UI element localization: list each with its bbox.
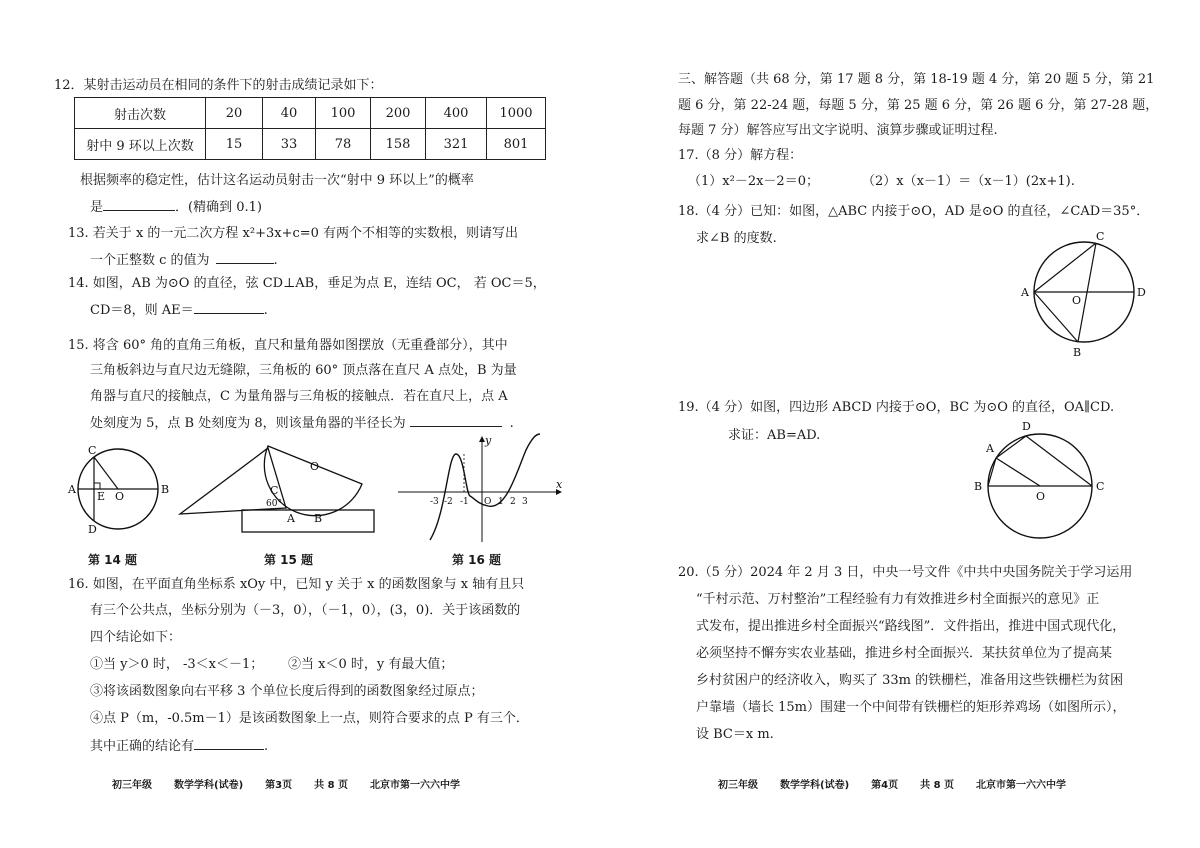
figure-14-caption: 第 14 题 xyxy=(88,553,138,567)
q16-line5: ③将该函数图象向右平移 3 个单位长度后得到的函数图象经过原点； xyxy=(90,684,484,699)
q12-score-table xyxy=(74,97,546,160)
q16-line7-b: . xyxy=(264,739,269,754)
label-c: C xyxy=(1096,480,1105,493)
label-e: E xyxy=(97,490,106,503)
label-o: O xyxy=(1036,490,1046,503)
table-cell: 158 xyxy=(371,129,426,160)
q20-line4: 必须坚持不懈夯实农业基础，推进乡村全面振兴．某扶贫单位为了提高某 xyxy=(696,646,1113,661)
q16-line3: 四个结论如下： xyxy=(90,630,182,645)
footer-grade: 初三年级 xyxy=(112,780,152,791)
right-angle-mark xyxy=(94,483,100,489)
tick-label: 1 xyxy=(498,497,504,507)
right-page xyxy=(600,0,1200,848)
segment-ac xyxy=(1034,243,1096,292)
segment-ad xyxy=(996,436,1026,458)
tick-label: -3 xyxy=(430,497,439,507)
q16-line7 xyxy=(90,737,268,756)
q15-line4 xyxy=(90,414,514,433)
segment-oc xyxy=(94,457,118,489)
label-o: O xyxy=(310,460,320,473)
footer-subject: 数学学科(试卷) xyxy=(174,780,244,791)
table-cell: 33 xyxy=(263,129,316,160)
q16-line1: 16. 如图，在平面直角坐标系 xOy 中，已知 y 关于 x 的函数图象与 x 轴有且只 xyxy=(68,577,525,592)
tick-label: 3 xyxy=(522,497,528,507)
answer-blank xyxy=(103,198,175,211)
label-d: D xyxy=(88,523,97,536)
label-c: C xyxy=(88,444,97,457)
footer-left xyxy=(112,776,482,791)
table-cell: 801 xyxy=(487,129,546,160)
q14-line2-b: . xyxy=(263,303,268,318)
q17-part1: （1）x²－2x－2＝0； xyxy=(688,174,819,189)
label-c: C xyxy=(270,484,279,497)
table-cell: 100 xyxy=(316,98,371,129)
q12-line2: 根据频率的稳定性，估计这名运动员射击一次“射中 9 环以上”的概率 xyxy=(80,173,474,188)
answer-blank xyxy=(194,737,264,750)
q14-line1: 14. 如图，AB 为⊙O 的直径，弦 CD⊥AB，垂足为点 E，连结 OC， 若 OC＝5， xyxy=(68,276,546,291)
label-x: x xyxy=(556,478,563,491)
section3-line2: 题 6 分，第 22-24 题，每题 5 分，第 25 题 6 分，第 26 题 6 分，第 27-28 题， xyxy=(678,98,1159,113)
q12-line1: 12．某射击运动员在相同的条件下的射击成绩记录如下： xyxy=(54,78,383,93)
q13-line2-a: 一个正整数 c 的值为 xyxy=(90,253,210,268)
q15-line2: 三角板斜边与直尺边无缝隙，三角板的 60° 顶点落在直尺 A 点处，B 为量 xyxy=(90,363,517,378)
figure-18-circle-diagram xyxy=(1018,230,1148,360)
label-o: O xyxy=(1072,294,1082,307)
q16-line4a: ①当 y＞0 时， -3＜x＜－1； xyxy=(90,657,264,672)
figure-16-function-graph xyxy=(396,434,566,544)
label-d: D xyxy=(1022,420,1031,433)
q12-line3-b: ．(精确到 0.1) xyxy=(175,200,262,215)
q18-line2: 求∠B 的度数. xyxy=(696,231,777,246)
q16-line7-a: 其中正确的结论有 xyxy=(90,739,195,754)
footer-school: 北京市第一六六中学 xyxy=(370,780,461,791)
table-header-cell: 射击次数 xyxy=(75,98,206,129)
answer-blank xyxy=(216,251,274,264)
label-b: B xyxy=(161,483,170,496)
tick-label: -1 xyxy=(460,497,469,507)
tick-label: 2 xyxy=(510,497,516,507)
answer-blank xyxy=(194,301,264,314)
q14-line2-a: CD＝8，则 AE＝ xyxy=(90,303,194,318)
figure-19-quadrilateral-diagram xyxy=(972,418,1112,528)
q20-line7: 设 BC＝x m. xyxy=(696,727,774,742)
table-cell: 15 xyxy=(206,129,263,160)
q15-line4-b: . xyxy=(509,416,514,431)
label-a: A xyxy=(986,442,994,455)
q13-line2 xyxy=(90,251,278,270)
table-cell: 321 xyxy=(426,129,487,160)
label-y: y xyxy=(485,434,492,447)
q13-line1: 13. 若关于 x 的一元二次方程 x²+3x+c=0 有两个不相等的实数根，则请写出 xyxy=(68,226,519,241)
table-header-cell: 射中 9 环以上次数 xyxy=(75,129,206,160)
table-cell: 40 xyxy=(263,98,316,129)
q20-line1: 20.（5 分）2024 年 2 月 3 日，中央一号文件《中共中央国务院关于学习运用 xyxy=(678,565,1133,580)
table-cell: 1000 xyxy=(487,98,546,129)
table-cell: 400 xyxy=(426,98,487,129)
q12-line3-a: 是 xyxy=(90,200,104,215)
label-o: O xyxy=(115,490,125,503)
table-row xyxy=(75,129,546,160)
section3-line3: 每题 7 分）解答应写出文字说明、演算步骤或证明过程. xyxy=(678,123,998,138)
ruler xyxy=(242,510,374,532)
q12-line3 xyxy=(90,198,262,217)
label-b: B xyxy=(974,480,983,493)
q17-part2: （2）x（x－1）＝（x－1）(2x+1). xyxy=(862,174,1075,189)
q15-line3: 角器与直尺的接触点，C 为量角器与三角板的接触点．若在直尺上，点 A xyxy=(90,389,508,404)
q17-line1: 17.（8 分）解方程： xyxy=(678,148,803,163)
function-curve xyxy=(430,434,540,540)
q20-line3: 式发布，提出推进乡村全面振兴“路线图”．文件指出，推进中国式现代化， xyxy=(696,619,1126,634)
footer-page: 第3页 xyxy=(265,780,293,791)
label-d: D xyxy=(1137,286,1146,299)
q13-line2-b: . xyxy=(273,253,278,268)
q15-line1: 15. 将含 60° 角的直角三角板，直尺和量角器如图摆放（无重叠部分），其中 xyxy=(68,338,508,353)
figure-16-caption: 第 16 题 xyxy=(452,553,502,567)
segment-oa xyxy=(996,458,1040,486)
q16-line6: ④点 P（m，-0.5m－1）是该函数图象上一点，则符合要求的点 P 有三个． xyxy=(90,711,529,726)
figure-15-caption: 第 15 题 xyxy=(264,553,314,567)
q14-line2 xyxy=(90,301,268,320)
table-cell: 78 xyxy=(316,129,371,160)
label-a: A xyxy=(287,512,295,525)
q20-line2: “千村示范、万村整治”工程经验有力有效推进乡村全面振兴的意见》正 xyxy=(696,592,1100,607)
section3-line1: 三、解答题（共 68 分，第 17 题 8 分，第 18-19 题 4 分，第 20 题 5 分，第 21 xyxy=(678,72,1155,87)
q20-line5: 乡村贫困户的经济收入，购买了 33m 的铁栅栏，准备用这些铁栅栏为贫困 xyxy=(696,673,1124,688)
footer-school: 北京市第一六六中学 xyxy=(976,780,1067,791)
label-b: B xyxy=(314,512,323,525)
footer-total: 共 8 页 xyxy=(314,780,349,791)
figure-14-circle-diagram xyxy=(66,440,186,540)
q19-line2: 求证：AB=AD. xyxy=(728,428,821,443)
label-a: A xyxy=(1021,286,1029,299)
footer-right xyxy=(718,776,1088,791)
answer-blank xyxy=(410,414,502,427)
figure-15-protractor-diagram xyxy=(178,436,378,536)
footer-page: 第4页 xyxy=(871,780,899,791)
footer-grade: 初三年级 xyxy=(718,780,758,791)
label-a: A xyxy=(68,483,76,496)
q20-line6: 户靠墙（墙长 15m）围建一个中间带有铁栅栏的矩形养鸡场（如图所示）， xyxy=(696,700,1126,715)
q15-line4-a: 处刻度为 5，点 B 处刻度为 8，则该量角器的半径长为 xyxy=(90,416,406,431)
footer-total: 共 8 页 xyxy=(920,780,955,791)
table-row xyxy=(75,98,546,129)
label-angle: 60° xyxy=(266,499,282,509)
table-cell: 200 xyxy=(371,98,426,129)
footer-subject: 数学学科(试卷) xyxy=(780,780,850,791)
q16-line4b: ②当 x＜0 时，y 有最大值； xyxy=(288,657,454,672)
label-b: B xyxy=(1073,346,1082,359)
q18-line1: 18.（4 分）已知：如图，△ABC 内接于⊙O，AD 是⊙O 的直径，∠CAD＝35°． xyxy=(678,204,1150,219)
q19-line1: 19.（4 分）如图，四边形 ABCD 内接于⊙O，BC 为⊙O 的直径，OA∥CD. xyxy=(678,400,1115,415)
tick-label: -2 xyxy=(444,497,453,507)
q16-line2: 有三个公共点，坐标分别为（－3，0），（－1，0），(3，0)．关于该函数的 xyxy=(90,603,521,618)
label-o: O xyxy=(484,497,492,507)
label-c: C xyxy=(1096,230,1105,243)
segment-dc xyxy=(1026,436,1092,486)
table-cell: 20 xyxy=(206,98,263,129)
